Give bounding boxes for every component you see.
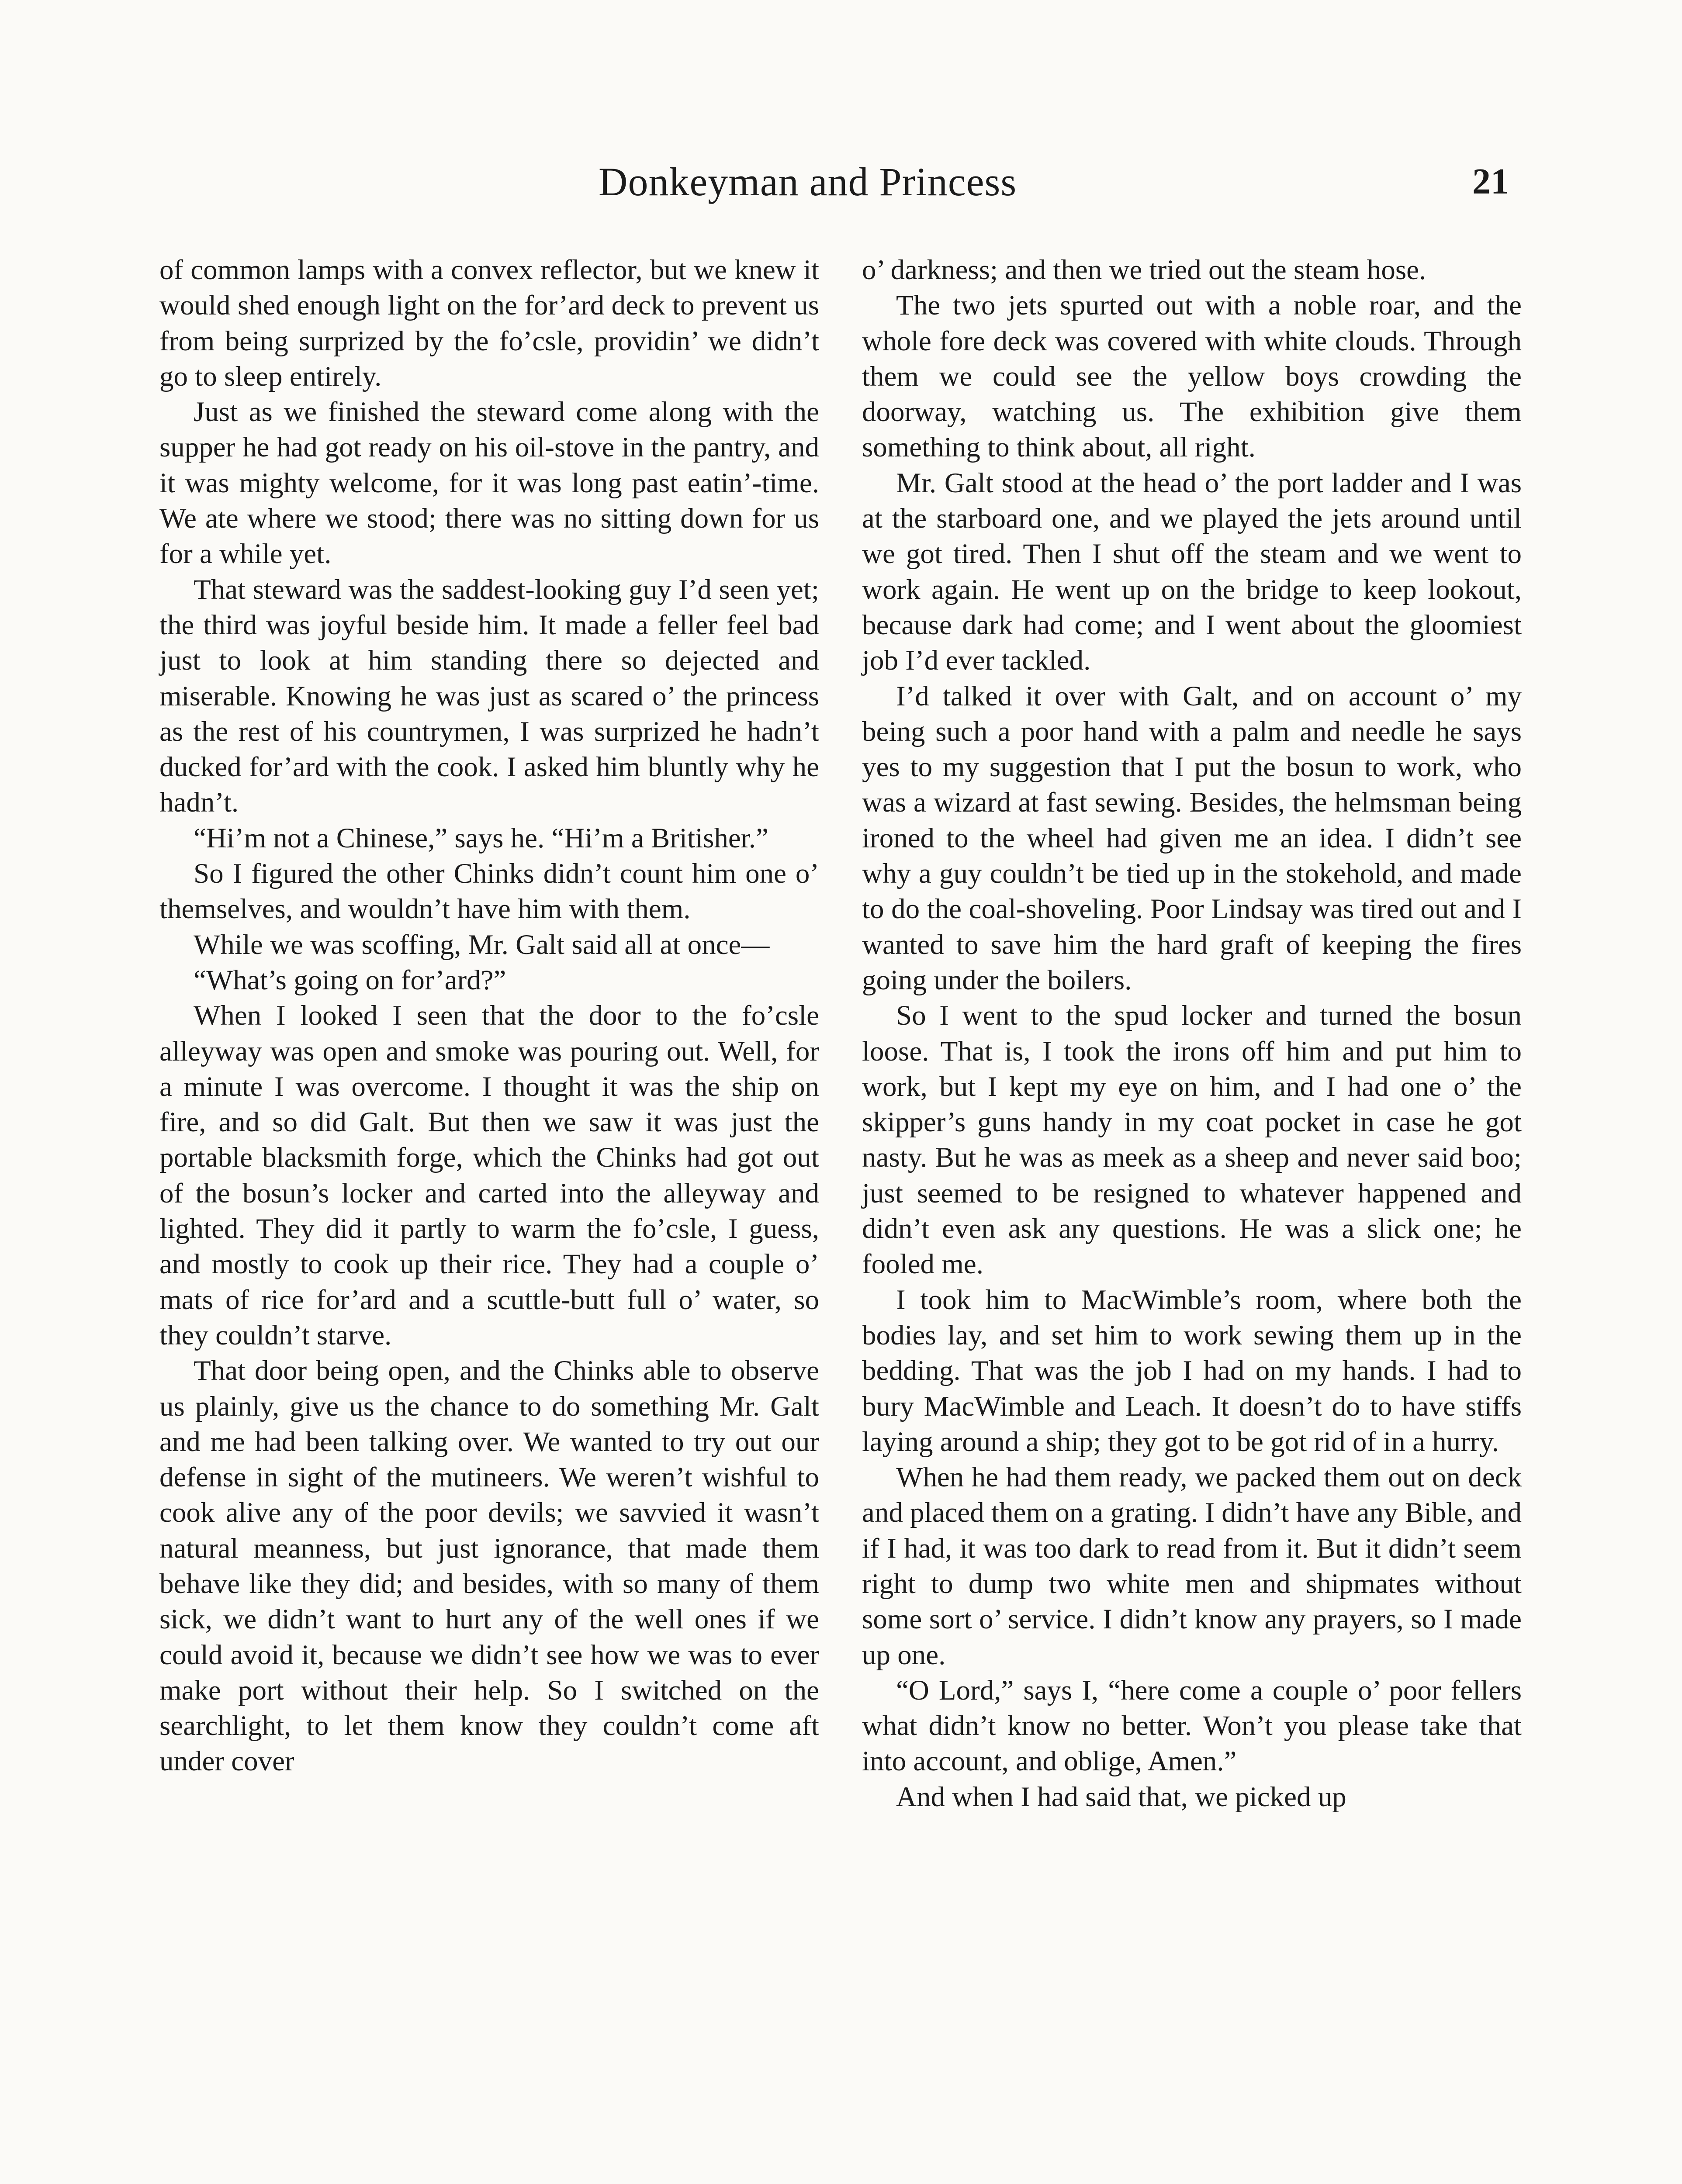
paragraph: of common lamps with a convex reflector, but we knew it would shed enough light on the for’ard deck to prevent us from being surprized by the fo’csle, providin’ we didn’t go to sleep entirely. — [159, 254, 819, 392]
paragraph: That door being open, and the Chinks able to observe us plainly, give us the chance to do something Mr. Galt and me had been talking over. We wanted to try out our defense in sight of the mutineers. We weren’t wishful to cook alive any of the poor devils; we savvied it wasn’t natural meanness, but just ignorance, that made them behave like they did; and besides, with so many of them sick, we didn’t want to hurt any of the well ones if we could avoid it, because we didn’t see how we was to ever make port without their help. So I switched on the searchlight, to let them know they couldn’t come aft under cover — [159, 1355, 819, 1777]
paragraph: While we was scoffing, Mr. Galt said all at once— — [194, 929, 770, 961]
paragraph: “O Lord,” says I, “here come a couple o’ poor fellers what didn’t know no better. Won’t you please take that into account, and oblige, Amen.” — [862, 1674, 1522, 1777]
paragraph: The two jets spurted out with a noble roar, and the whole fore deck was covered with white clouds. Through them we could see the yellow boys crowding the doorway, watching us. The exhibition give them something to think about, all right. — [862, 290, 1522, 463]
page-number: 21 — [1472, 161, 1509, 202]
running-head — [0, 159, 1682, 223]
paragraph: When I looked I seen that the door to the fo’csle alleyway was open and smoke was pouring out. Well, for a minute I was overcome. I thought it was the ship on fire, and so did Galt. But then we saw it was just the portable blacksmith forge, which the Chinks had got out of the bosun’s locker and carted into the alleyway and lighted. They did it partly to warm the fo’csle, I guess, and mostly to cook up their rice. They had a couple o’ mats of rice for’ard and a scuttle-butt full o’ water, so they couldn’t starve. — [159, 1000, 819, 1351]
paragraph: And when I had said that, we picked up — [896, 1781, 1346, 1813]
paragraph: Just as we finished the steward come along with the supper he had got ready on his oil-stove in the pantry, and it was mighty welcome, for it was long past eatin’-time. We ate where we stood; there was no sitting down for us for a while yet. — [159, 396, 819, 570]
paragraph: o’ darkness; and then we tried out the steam hose. — [862, 254, 1426, 286]
paragraph: That steward was the saddest-looking guy I’d seen yet; the third was joyful beside him. It made a feller feel bad just to look at him standing there so dejected and miserable. Knowing he was just as scared o’ the princess as the rest of his countrymen, I was surprized he hadn’t ducked for’ard with the cook. I asked him bluntly why he hadn’t. — [159, 574, 819, 819]
paragraph: “What’s going on for’ard?” — [194, 964, 506, 996]
running-title: Donkeyman and Princess — [599, 159, 1017, 204]
paragraph: I’d talked it over with Galt, and on account o’ my being such a poor hand with a palm and needle he says yes to my suggestion that I put the bosun to work, who was a wizard at fast sewing. Besides, the helmsman being ironed to the wheel had given me an idea. I didn’t see why a guy couldn’t be tied up in the stokehold, and made to do the coal-shoveling. Poor Lindsay was tired out and I wanted to save him the hard graft of keeping the fires going under the boilers. — [862, 680, 1522, 996]
paragraph: When he had them ready, we packed them out on deck and placed them on a grating. I didn’t have any Bible, and if I had, it was too dark to read from it. But it didn’t seem right to dump two white men and shipmates without some sort o’ service. I didn’t know any prayers, so I made up one. — [862, 1462, 1522, 1671]
paragraph: I took him to MacWimble’s room, where both the bodies lay, and set him to work sewing them up in the bedding. That was the job I had on my hands. I had to bury MacWimble and Leach. It doesn’t do to have stiffs laying around a ship; they got to be got rid of in a hurry. — [862, 1284, 1522, 1458]
paragraph: So I went to the spud locker and turned the bosun loose. That is, I took the irons off him and put him to work, but I kept my eye on him, and I had one o’ the skipper’s guns handy in my coat pocket in case he got nasty. But he was as meek as a sheep and never said boo; just seemed to be resigned to whatever happened and didn’t even ask any questions. He was a slick one; he fooled me. — [862, 1000, 1522, 1280]
text-column-left — [159, 252, 819, 1780]
paragraph: “Hi’m not a Chinese,” says he. “Hi’m a Britisher.” — [194, 822, 768, 854]
text-column-right — [862, 252, 1522, 1815]
paragraph: Mr. Galt stood at the head o’ the port ladder and I was at the starboard one, and we played the jets around until we got tired. Then I shut off the steam and we went to work again. He went up on the bridge to keep lookout, because dark had come; and I went about the gloomiest job I’d ever tackled. — [862, 467, 1522, 677]
paragraph: So I figured the other Chinks didn’t count him one o’ themselves, and wouldn’t have him with them. — [159, 858, 819, 925]
